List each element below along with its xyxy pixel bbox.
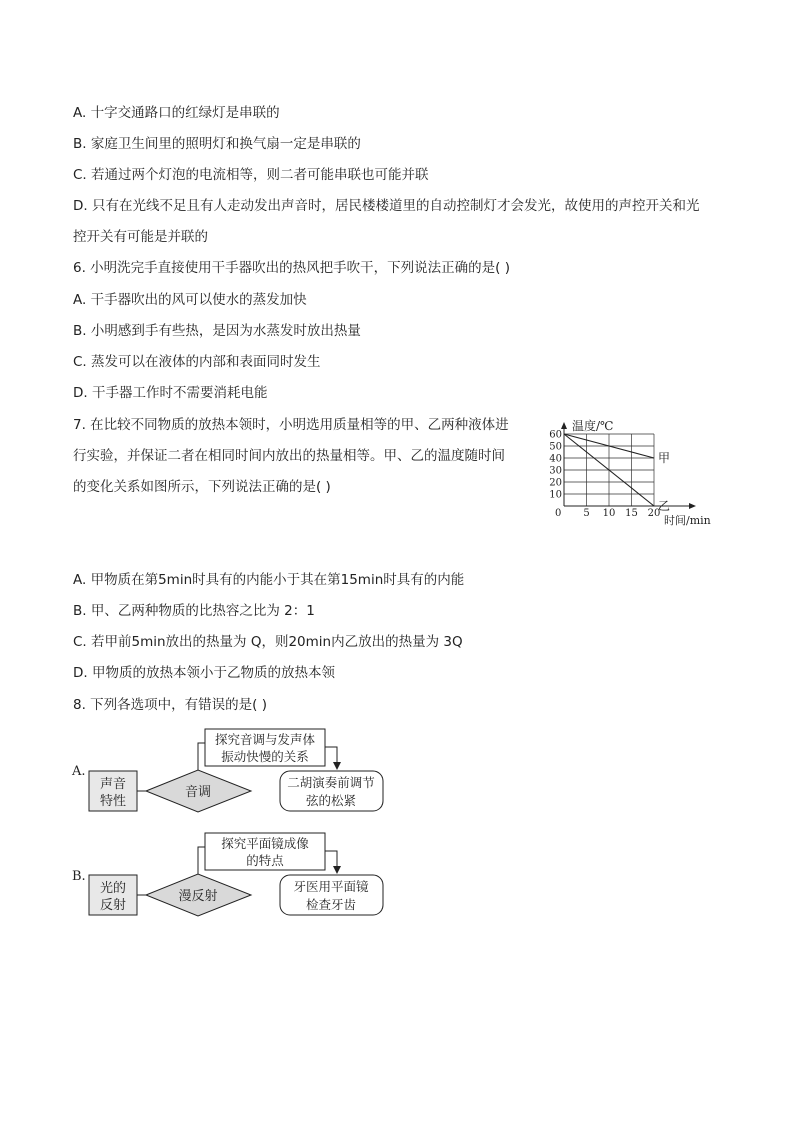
diagram-a-top-line2: 振动快慢的关系	[221, 749, 309, 764]
diagram-a-right-line1: 二胡演奏前调节	[287, 775, 375, 790]
y-tick-label: 30	[549, 465, 562, 477]
diagram-b-arrowhead	[333, 866, 341, 874]
q5-option-d: D. 只有在光线不足且有人走动发出声音时，居民楼楼道里的自动控制灯才会发光，故使用的声控开关和光	[73, 198, 700, 214]
diagram-b-top-line1: 探究平面镜成像	[221, 836, 309, 851]
diagram-a-right-line2: 弦的松紧	[305, 793, 357, 808]
origin-label: 0	[555, 508, 562, 519]
diagram-b-diamond-label: 漫反射	[178, 889, 218, 904]
y-tick-label: 40	[549, 453, 562, 465]
q5-option-c: C. 若通过两个灯泡的电流相等，则二者可能串联也可能并联	[73, 167, 429, 183]
q6-option-c: C. 蒸发可以在液体的内部和表面同时发生	[73, 354, 321, 370]
q6-stem: 6. 小明洗完手直接使用干手器吹出的热风把手吹干，下列说法正确的是( )	[73, 260, 510, 276]
x-tick-label: 15	[625, 508, 638, 519]
q5-option-b: B. 家庭卫生间里的照明灯和换气扇一定是串联的	[73, 136, 361, 152]
series-label-jia: 甲	[658, 451, 671, 465]
q7-option-c: C. 若甲前5min放出的热量为 Q，则20min内乙放出的热量为 3Q	[73, 634, 463, 650]
x-tick-label: 20	[647, 508, 661, 519]
x-tick-label: 5	[583, 508, 590, 519]
q8-stem: 8. 下列各选项中，有错误的是( )	[73, 697, 267, 713]
q7-option-a: A. 甲物质在第5min时具有的内能小于其在第15min时具有的内能	[73, 572, 465, 588]
diagram-a	[88, 726, 388, 818]
diagram-a-left-line2: 特性	[99, 794, 127, 809]
temperature-time-chart	[540, 412, 730, 530]
q7-option-d: D. 甲物质的放热本领小于乙物质的放热本领	[73, 665, 335, 681]
q5-option-a: A. 十字交通路口的红绿灯是串联的	[73, 105, 280, 121]
diagram-a-top-line1: 探究音调与发声体	[214, 732, 316, 747]
q5-option-d-continued: 控开关有可能是并联的	[73, 229, 208, 245]
series-label-yi: 乙	[658, 499, 671, 513]
x-axis-arrow	[689, 503, 696, 509]
diagram-b-right-line2: 检查牙齿	[305, 897, 357, 912]
diagram-a-diamond-label: 音调	[184, 785, 212, 800]
diagram-b-left-line1: 光的	[99, 881, 127, 896]
diagram-a-left-line1: 声音	[99, 777, 127, 792]
x-axis-label: 时间/min	[664, 514, 711, 527]
y-tick-label: 20	[549, 477, 562, 489]
chart-axes	[561, 422, 696, 509]
q7-stem-line3: 的变化关系如图所示，下列说法正确的是( )	[73, 479, 331, 495]
y-axis-arrow	[561, 422, 567, 429]
q7-option-b: B. 甲、乙两种物质的比热容之比为 2：1	[73, 603, 315, 619]
option-b-label: B.	[72, 869, 86, 884]
diagram-b-top-line2: 的特点	[246, 853, 284, 868]
y-axis-label: 温度/℃	[572, 419, 614, 433]
diagram-b	[88, 830, 388, 922]
y-tick-label: 10	[549, 489, 562, 501]
x-tick-label: 10	[602, 508, 616, 519]
q6-option-a: A. 干手器吹出的风可以使水的蒸发加快	[73, 292, 307, 308]
y-tick-label: 60	[549, 429, 562, 441]
y-tick-label: 50	[549, 441, 562, 453]
diagram-b-left-line2: 反射	[99, 898, 127, 913]
q6-option-b: B. 小明感到手有些热，是因为水蒸发时放出热量	[73, 323, 361, 339]
q7-stem-line2: 行实验，并保证二者在相同时间内放出的热量相等。甲、乙的温度随时间	[73, 448, 505, 464]
q6-option-d: D. 干手器工作时不需要消耗电能	[73, 385, 268, 401]
diagram-b-right-line1: 牙医用平面镜	[293, 879, 369, 894]
q7-stem-line1: 7. 在比较不同物质的放热本领时，小明选用质量相等的甲、乙两种液体进	[73, 417, 509, 433]
diagram-a-arrowhead	[333, 762, 341, 770]
option-a-label: A.	[72, 764, 86, 779]
